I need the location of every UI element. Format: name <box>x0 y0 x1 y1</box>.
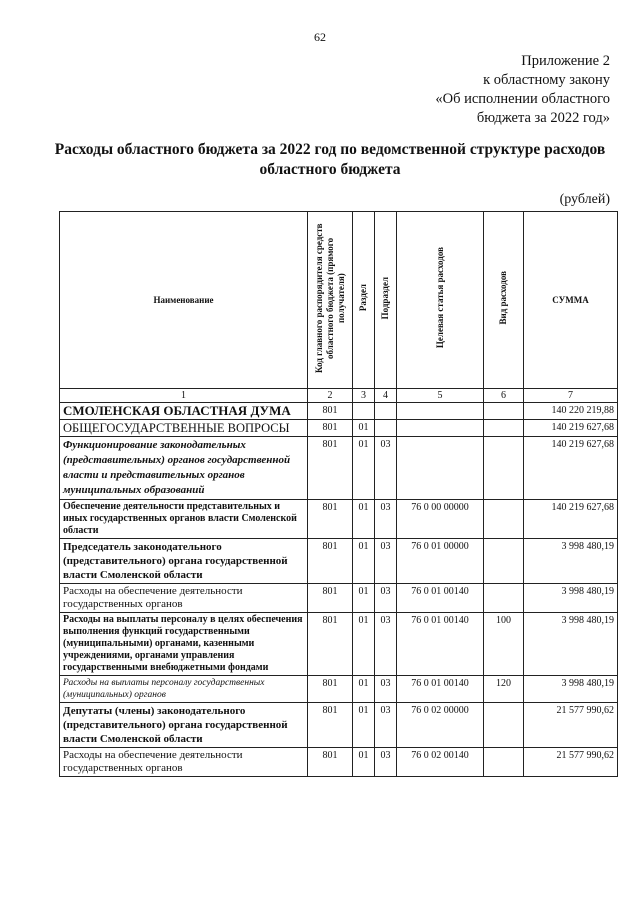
appendix-line-2: к областному закону <box>483 72 610 88</box>
row-subsection: 03 <box>375 500 397 539</box>
row-kind <box>484 403 524 420</box>
appendix-line-1: Приложение 2 <box>521 53 610 69</box>
row-target: 76 0 01 00140 <box>397 676 484 703</box>
row-subsection <box>375 403 397 420</box>
row-name: Обеспечение деятельности представительных и иных государственных органов власти Смоленской области <box>60 500 308 539</box>
header-code: Код главного распорядителя средств областного бюджета (прямого получателя) <box>308 212 353 389</box>
row-sum: 21 577 990,62 <box>524 748 618 777</box>
row-kind: 100 <box>484 613 524 676</box>
header-section: Раздел <box>353 212 375 389</box>
col-number: 4 <box>375 389 397 403</box>
row-target: 76 0 00 00000 <box>397 500 484 539</box>
row-target <box>397 403 484 420</box>
row-sum: 140 219 627,68 <box>524 437 618 500</box>
row-section: 01 <box>353 676 375 703</box>
row-section: 01 <box>353 584 375 613</box>
row-sum: 3 998 480,19 <box>524 584 618 613</box>
row-name: Расходы на обеспечение деятельности государственных органов <box>60 748 308 777</box>
row-sum: 21 577 990,62 <box>524 703 618 748</box>
expenditure-table <box>59 211 618 777</box>
appendix-line-3: «Об исполнении областного <box>435 91 610 107</box>
table-row <box>60 500 618 539</box>
header-sum: СУММА <box>524 212 618 389</box>
page-number: 62 <box>314 30 326 44</box>
row-sum: 3 998 480,19 <box>524 539 618 584</box>
header-row <box>60 212 618 389</box>
row-name: Расходы на обеспечение деятельности государственных органов <box>60 584 308 613</box>
row-name: Расходы на выплаты персоналу государственных (муниципальных) органов <box>60 676 308 703</box>
row-kind <box>484 703 524 748</box>
row-sum: 3 998 480,19 <box>524 613 618 676</box>
document-title <box>40 140 620 180</box>
title-line-2: областного бюджета <box>259 161 401 178</box>
row-code: 801 <box>308 613 353 676</box>
title-line-1: Расходы областного бюджета за 2022 год по ведомственной структуре расходов <box>54 141 606 158</box>
row-target <box>397 437 484 500</box>
row-kind: 120 <box>484 676 524 703</box>
row-code: 801 <box>308 584 353 613</box>
header-kind: Вид расходов <box>484 212 524 389</box>
row-section: 01 <box>353 500 375 539</box>
row-target: 76 0 02 00140 <box>397 748 484 777</box>
row-section: 01 <box>353 539 375 584</box>
table-row <box>60 403 618 420</box>
table-row <box>60 613 618 676</box>
row-subsection: 03 <box>375 676 397 703</box>
header-subsection: Подраздел <box>375 212 397 389</box>
col-number: 6 <box>484 389 524 403</box>
row-name: СМОЛЕНСКАЯ ОБЛАСТНАЯ ДУМА <box>60 403 308 420</box>
col-number: 1 <box>60 389 308 403</box>
row-subsection: 03 <box>375 613 397 676</box>
table-row <box>60 584 618 613</box>
row-subsection <box>375 420 397 437</box>
row-name: Депутаты (члены) законодательного (представительного) органа государственной власти Смоленской области <box>60 703 308 748</box>
unit-label: (рублей) <box>559 192 610 207</box>
row-code: 801 <box>308 500 353 539</box>
row-kind <box>484 437 524 500</box>
row-kind <box>484 584 524 613</box>
header-name: Наименование <box>60 212 308 389</box>
row-code: 801 <box>308 403 353 420</box>
row-target: 76 0 01 00000 <box>397 539 484 584</box>
column-number-row <box>60 389 618 403</box>
table-row <box>60 539 618 584</box>
row-code: 801 <box>308 748 353 777</box>
row-section: 01 <box>353 420 375 437</box>
appendix-line-4: бюджета за 2022 год» <box>476 110 610 126</box>
row-section: 01 <box>353 703 375 748</box>
row-kind <box>484 748 524 777</box>
row-section: 01 <box>353 437 375 500</box>
row-code: 801 <box>308 676 353 703</box>
row-sum: 140 220 219,88 <box>524 403 618 420</box>
header-target: Целевая статья расходов <box>397 212 484 389</box>
row-kind <box>484 420 524 437</box>
row-section <box>353 403 375 420</box>
table-row <box>60 420 618 437</box>
row-target <box>397 420 484 437</box>
row-target: 76 0 01 00140 <box>397 613 484 676</box>
row-subsection: 03 <box>375 703 397 748</box>
row-section: 01 <box>353 613 375 676</box>
col-number: 7 <box>524 389 618 403</box>
appendix-block <box>435 52 610 128</box>
row-code: 801 <box>308 420 353 437</box>
col-number: 3 <box>353 389 375 403</box>
row-sum: 3 998 480,19 <box>524 676 618 703</box>
row-name: Функционирование законодательных (представительных) органов государственной власти и представительных органов муниципальных образований <box>60 437 308 500</box>
row-subsection: 03 <box>375 584 397 613</box>
row-code: 801 <box>308 437 353 500</box>
row-kind <box>484 539 524 584</box>
row-name: Председатель законодательного (представительного) органа государственной власти Смоленской области <box>60 539 308 584</box>
row-code: 801 <box>308 703 353 748</box>
row-sum: 140 219 627,68 <box>524 420 618 437</box>
row-subsection: 03 <box>375 748 397 777</box>
table-row <box>60 676 618 703</box>
table-row <box>60 703 618 748</box>
table-row <box>60 437 618 500</box>
row-name: ОБЩЕГОСУДАРСТВЕННЫЕ ВОПРОСЫ <box>60 420 308 437</box>
row-kind <box>484 500 524 539</box>
row-subsection: 03 <box>375 437 397 500</box>
row-target: 76 0 02 00000 <box>397 703 484 748</box>
row-target: 76 0 01 00140 <box>397 584 484 613</box>
table-row <box>60 748 618 777</box>
row-name: Расходы на выплаты персоналу в целях обеспечения выполнения функций государственными (муниципальными) органами, казенными учреждениями, органами управления государственными внебюджетными фондами <box>60 613 308 676</box>
row-sum: 140 219 627,68 <box>524 500 618 539</box>
col-number: 5 <box>397 389 484 403</box>
col-number: 2 <box>308 389 353 403</box>
row-subsection: 03 <box>375 539 397 584</box>
row-code: 801 <box>308 539 353 584</box>
row-section: 01 <box>353 748 375 777</box>
